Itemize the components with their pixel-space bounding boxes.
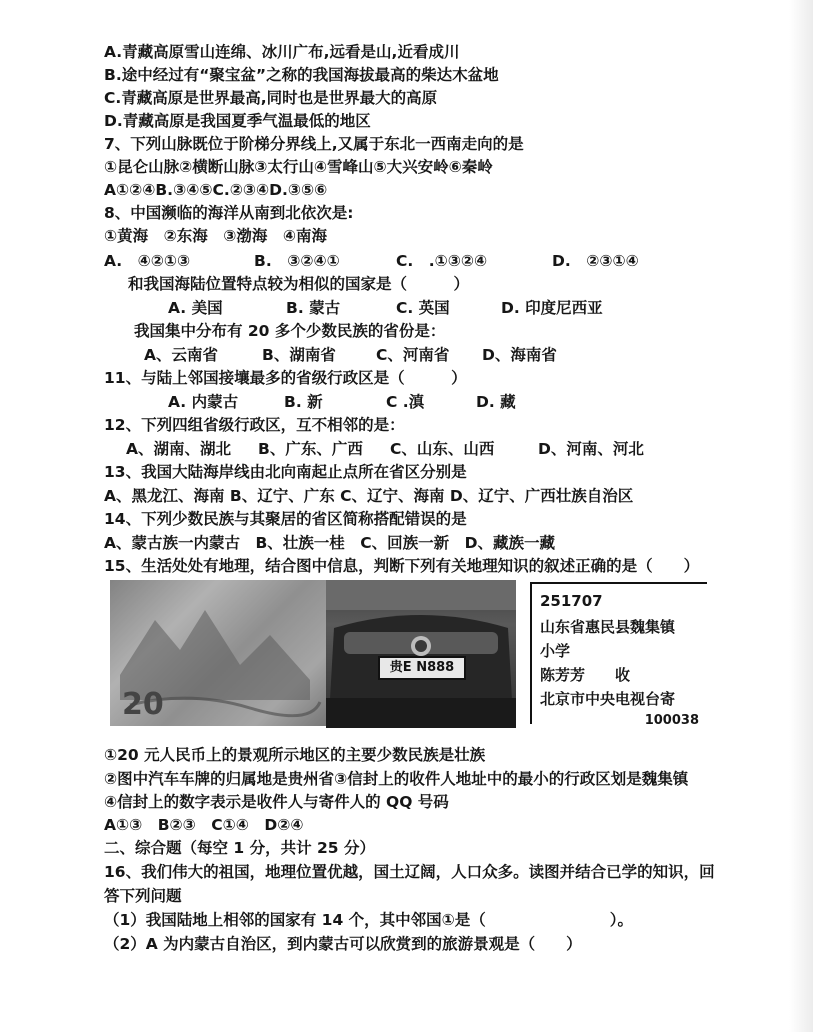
envelope-postcode: 251707 [540, 592, 603, 610]
q8-stem: 8、中国濒临的海洋从南到北依次是: [104, 204, 354, 222]
q6-option-c: C.青藏高原是世界最高,同时也是世界最大的高原 [104, 89, 438, 107]
q16-stem-line2: 答下列问题 [104, 887, 182, 905]
q10-option-b: B、湖南省 [262, 346, 336, 364]
q10-stem: 我国集中分布有 20 多个少数民族的省份是： [134, 322, 446, 340]
q9-options-row [168, 298, 668, 318]
q14-stem: 14、下列少数民族与其聚居的省区简称搭配错误的是 [104, 510, 467, 528]
q6-option-a: A.青藏高原雪山连绵、冰川广布,远看是山,近看成川 [104, 43, 460, 61]
q12-option-d: D、河南、河北 [538, 440, 644, 458]
q8-option-a: A. ④②①③ [104, 252, 191, 270]
q9-stem: 和我国海陆位置特点较为相似的国家是（ ） [128, 275, 470, 293]
q15-options: A①③ B②③ C①④ D②④ [104, 816, 304, 834]
q8-options-row [104, 251, 724, 271]
envelope-address: 山东省惠民县魏集镇 [540, 618, 676, 636]
envelope-recipient: 陈芳芳 收 [540, 666, 631, 684]
q11-options-row [168, 392, 568, 412]
q11-stem: 11、与陆上邻国接壤最多的省级行政区是（ ） [104, 369, 467, 387]
q10-option-a: A、云南省 [144, 346, 218, 364]
q10-options-row [144, 345, 644, 365]
q8-option-c: C. .①③②④ [396, 252, 488, 270]
q10-option-c: C、河南省 [376, 346, 450, 364]
q6-option-b: B.途中经过有“聚宝盆”之称的我国海拔最高的柴达木盆地 [104, 66, 499, 84]
q11-option-a: A. 内蒙古 [168, 393, 239, 411]
q7-options: A①②④B.③④⑤C.②③④D.③⑤⑥ [104, 181, 328, 199]
section2-title: 二、综合题（每空 1 分，共计 25 分） [104, 839, 375, 857]
q14-options: A、蒙古族一内蒙古 B、壮族一桂 C、回族一新 D、藏族一藏 [104, 534, 556, 552]
page-edge-shadow [789, 0, 813, 1032]
license-plate-text: 贵E N888 [389, 660, 455, 675]
q16-stem-line1: 16、我们伟大的祖国，地理位置优越，国土辽阔，人口众多。读图并结合已学的知识，回 [104, 863, 715, 881]
envelope [530, 582, 707, 724]
banknote-denomination: 20 [122, 687, 164, 722]
envelope-sender-code-clip [532, 710, 705, 724]
q15-stem: 15、生活处处有地理，结合图中信息，判断下列有关地理知识的叙述正确的是（ ） [104, 557, 700, 575]
q11-option-b: B. 新 [284, 393, 323, 411]
q15-statement-2: ②图中汽车车牌的归属地是贵州省③信封上的收件人地址中的最小的行政区划是魏集镇 [104, 770, 689, 788]
q11-option-d: D. 藏 [476, 393, 516, 411]
q15-statement-1: ①20 元人民币上的景观所示地区的主要少数民族是壮族 [104, 746, 486, 764]
q16-sub1: （1）我国陆地上相邻的国家有 14 个，其中邻国①是（ ）。 [104, 911, 634, 929]
q13-stem: 13、我国大陆海岸线由北向南起止点所在省区分别是 [104, 463, 467, 481]
envelope-sender-code: 100038 [644, 713, 699, 724]
q13-options: A、黑龙江、海南 B、辽宁、广东 C、辽宁、海南 D、辽宁、广西壮族自治区 [104, 487, 634, 505]
q12-option-b: B、广东、广西 [258, 440, 363, 458]
q8-option-d: D. ②③①④ [552, 252, 639, 270]
q8-list: ①黄海 ②东海 ③渤海 ④南海 [104, 227, 327, 245]
banknote-photo [110, 580, 326, 726]
q9-option-a: A. 美国 [168, 299, 223, 317]
q10-option-d: D、海南省 [482, 346, 557, 364]
q12-options-row [126, 439, 686, 459]
q15-statement-3: ④信封上的数字表示是收件人与寄件人的 QQ 号码 [104, 793, 449, 811]
q9-option-c: C. 英国 [396, 299, 450, 317]
q6-option-d: D.青藏高原是我国夏季气温最低的地区 [104, 112, 371, 130]
q12-stem: 12、下列四组省级行政区，互不相邻的是： [104, 416, 405, 434]
envelope-address-line2: 小学 [540, 642, 571, 660]
car-photo [326, 580, 516, 728]
q7-list: ①昆仑山脉②横断山脉③太行山④雪峰山⑤大兴安岭⑥秦岭 [104, 158, 493, 176]
license-plate [378, 656, 466, 680]
q9-option-b: B. 蒙古 [286, 299, 341, 317]
q8-option-b: B. ③②④① [254, 252, 340, 270]
envelope-sender: 北京市中央电视台寄 [540, 690, 676, 708]
q11-option-c: C .滇 [386, 393, 425, 411]
q12-option-a: A、湖南、湖北 [126, 440, 231, 458]
q9-option-d: D. 印度尼西亚 [501, 299, 603, 317]
q16-sub2: （2）A 为内蒙古自治区，到内蒙古可以欣赏到的旅游景观是（ ） [104, 935, 582, 953]
q7-stem: 7、下列山脉既位于阶梯分界线上,又属于东北一西南走向的是 [104, 135, 524, 153]
q12-option-c: C、山东、山西 [390, 440, 495, 458]
